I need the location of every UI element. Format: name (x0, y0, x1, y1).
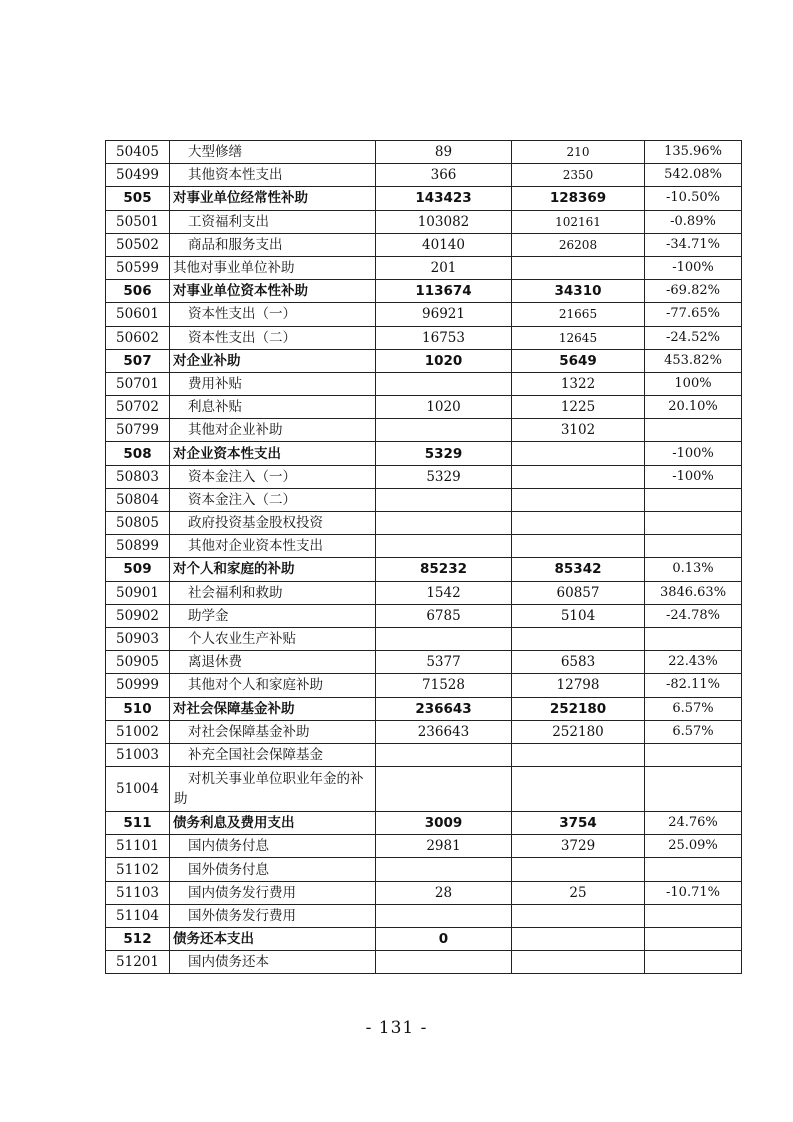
item-code-cell: 506 (106, 280, 170, 303)
prior-value-cell: 96921 (376, 303, 512, 326)
current-value-cell: 21665 (512, 303, 645, 326)
item-name-cell: 离退休费 (170, 651, 376, 674)
prior-value-cell (376, 372, 512, 395)
table-row (106, 465, 742, 488)
current-value-cell: 5649 (512, 349, 645, 372)
change-percent-cell: 3846.63% (645, 581, 742, 604)
table-row (106, 835, 742, 858)
item-code-cell: 50905 (106, 651, 170, 674)
current-value-cell (512, 951, 645, 974)
prior-value-cell: 89 (376, 141, 512, 164)
current-value-cell: 2350 (512, 164, 645, 187)
item-code-cell: 50803 (106, 465, 170, 488)
item-name-cell: 其他对个人和家庭补助 (170, 674, 376, 697)
change-percent-cell: -34.71% (645, 233, 742, 256)
item-code-cell: 51003 (106, 743, 170, 766)
item-name-cell: 费用补贴 (170, 372, 376, 395)
item-name-cell: 国外债务付息 (170, 858, 376, 881)
prior-value-cell: 85232 (376, 558, 512, 581)
table-row (106, 349, 742, 372)
change-percent-cell: -10.71% (645, 881, 742, 904)
prior-value-cell: 5329 (376, 442, 512, 465)
prior-value-cell (376, 858, 512, 881)
item-name-cell: 资本金注入（一） (170, 465, 376, 488)
item-name-cell: 其他对企业补助 (170, 419, 376, 442)
item-code-cell: 50902 (106, 604, 170, 627)
item-code-cell: 50804 (106, 488, 170, 511)
current-value-cell: 1225 (512, 396, 645, 419)
prior-value-cell (376, 512, 512, 535)
item-name-cell: 个人农业生产补贴 (170, 627, 376, 650)
item-code-cell: 51101 (106, 835, 170, 858)
change-percent-cell (645, 767, 742, 812)
table-row (106, 951, 742, 974)
item-name-cell: 国外债务发行费用 (170, 904, 376, 927)
current-value-cell (512, 256, 645, 279)
current-value-cell: 128369 (512, 187, 645, 210)
change-percent-cell: -69.82% (645, 280, 742, 303)
current-value-cell: 3754 (512, 812, 645, 835)
prior-value-cell: 6785 (376, 604, 512, 627)
current-value-cell: 6583 (512, 651, 645, 674)
budget-table (105, 140, 742, 974)
item-name-cell: 对机关事业单位职业年金的补助 (170, 767, 376, 812)
table-row (106, 743, 742, 766)
item-name-cell: 其他资本性支出 (170, 164, 376, 187)
table-row (106, 280, 742, 303)
item-code-cell: 51002 (106, 720, 170, 743)
item-name-cell: 对事业单位经常性补助 (170, 187, 376, 210)
item-code-cell: 50405 (106, 141, 170, 164)
current-value-cell (512, 488, 645, 511)
prior-value-cell: 5329 (376, 465, 512, 488)
item-name-cell: 国内债务发行费用 (170, 881, 376, 904)
current-value-cell: 3102 (512, 419, 645, 442)
table-row (106, 164, 742, 187)
current-value-cell: 60857 (512, 581, 645, 604)
change-percent-cell (645, 512, 742, 535)
prior-value-cell: 28 (376, 881, 512, 904)
item-code-cell: 50502 (106, 233, 170, 256)
prior-value-cell (376, 767, 512, 812)
change-percent-cell (645, 904, 742, 927)
current-value-cell: 252180 (512, 697, 645, 720)
change-percent-cell: 453.82% (645, 349, 742, 372)
current-value-cell (512, 442, 645, 465)
prior-value-cell: 2981 (376, 835, 512, 858)
table-row (106, 256, 742, 279)
table-row (106, 141, 742, 164)
table-row (106, 928, 742, 951)
item-name-cell: 债务利息及费用支出 (170, 812, 376, 835)
item-code-cell: 51103 (106, 881, 170, 904)
table-row (106, 303, 742, 326)
prior-value-cell: 0 (376, 928, 512, 951)
table-row (106, 720, 742, 743)
change-percent-cell (645, 951, 742, 974)
item-name-cell: 利息补贴 (170, 396, 376, 419)
item-code-cell: 51102 (106, 858, 170, 881)
current-value-cell: 85342 (512, 558, 645, 581)
prior-value-cell: 3009 (376, 812, 512, 835)
item-code-cell: 510 (106, 697, 170, 720)
current-value-cell: 3729 (512, 835, 645, 858)
item-name-cell: 大型修缮 (170, 141, 376, 164)
table-row (106, 581, 742, 604)
table-row (106, 858, 742, 881)
current-value-cell: 12798 (512, 674, 645, 697)
current-value-cell (512, 904, 645, 927)
item-name-cell: 资本金注入（二） (170, 488, 376, 511)
item-code-cell: 50903 (106, 627, 170, 650)
item-code-cell: 51004 (106, 767, 170, 812)
change-percent-cell (645, 858, 742, 881)
prior-value-cell: 1020 (376, 396, 512, 419)
item-name-cell: 补充全国社会保障基金 (170, 743, 376, 766)
current-value-cell (512, 767, 645, 812)
change-percent-cell (645, 743, 742, 766)
table-row (106, 651, 742, 674)
item-name-cell: 社会福利和救助 (170, 581, 376, 604)
change-percent-cell: 24.76% (645, 812, 742, 835)
current-value-cell: 5104 (512, 604, 645, 627)
change-percent-cell: -10.50% (645, 187, 742, 210)
item-code-cell: 50799 (106, 419, 170, 442)
item-name-cell: 助学金 (170, 604, 376, 627)
current-value-cell: 102161 (512, 210, 645, 233)
prior-value-cell: 366 (376, 164, 512, 187)
item-code-cell: 505 (106, 187, 170, 210)
item-name-cell: 债务还本支出 (170, 928, 376, 951)
table-row (106, 627, 742, 650)
change-percent-cell: -100% (645, 442, 742, 465)
table-row (106, 326, 742, 349)
change-percent-cell: 0.13% (645, 558, 742, 581)
prior-value-cell: 103082 (376, 210, 512, 233)
current-value-cell: 34310 (512, 280, 645, 303)
table-row (106, 233, 742, 256)
prior-value-cell: 1542 (376, 581, 512, 604)
change-percent-cell: 100% (645, 372, 742, 395)
current-value-cell (512, 858, 645, 881)
table-row (106, 697, 742, 720)
page-number: - 131 - (365, 1018, 428, 1038)
current-value-cell: 252180 (512, 720, 645, 743)
table-row (106, 535, 742, 558)
item-name-cell: 政府投资基金股权投资 (170, 512, 376, 535)
item-name-cell: 对社会保障基金补助 (170, 720, 376, 743)
item-code-cell: 50999 (106, 674, 170, 697)
change-percent-cell: 25.09% (645, 835, 742, 858)
table-row (106, 396, 742, 419)
table-row (106, 512, 742, 535)
prior-value-cell (376, 535, 512, 558)
prior-value-cell: 16753 (376, 326, 512, 349)
table-row (106, 904, 742, 927)
item-name-cell: 对个人和家庭的补助 (170, 558, 376, 581)
change-percent-cell: 135.96% (645, 141, 742, 164)
table-row (106, 187, 742, 210)
change-percent-cell: -77.65% (645, 303, 742, 326)
item-name-cell: 国内债务付息 (170, 835, 376, 858)
item-name-cell: 资本性支出（一） (170, 303, 376, 326)
change-percent-cell: -100% (645, 256, 742, 279)
item-code-cell: 509 (106, 558, 170, 581)
item-code-cell: 50499 (106, 164, 170, 187)
prior-value-cell (376, 488, 512, 511)
prior-value-cell: 1020 (376, 349, 512, 372)
prior-value-cell (376, 743, 512, 766)
table-row (106, 674, 742, 697)
prior-value-cell (376, 627, 512, 650)
table-row (106, 442, 742, 465)
change-percent-cell: -82.11% (645, 674, 742, 697)
prior-value-cell (376, 419, 512, 442)
item-name-cell: 国内债务还本 (170, 951, 376, 974)
item-code-cell: 50901 (106, 581, 170, 604)
item-code-cell: 50899 (106, 535, 170, 558)
item-name-cell: 对事业单位资本性补助 (170, 280, 376, 303)
item-name-cell: 工资福利支出 (170, 210, 376, 233)
item-name-cell: 资本性支出（二） (170, 326, 376, 349)
current-value-cell (512, 627, 645, 650)
change-percent-cell: 20.10% (645, 396, 742, 419)
change-percent-cell: -0.89% (645, 210, 742, 233)
item-code-cell: 51104 (106, 904, 170, 927)
prior-value-cell: 143423 (376, 187, 512, 210)
table-row (106, 372, 742, 395)
prior-value-cell: 71528 (376, 674, 512, 697)
change-percent-cell (645, 419, 742, 442)
prior-value-cell: 236643 (376, 697, 512, 720)
table-row (106, 812, 742, 835)
current-value-cell (512, 535, 645, 558)
item-name-cell: 对社会保障基金补助 (170, 697, 376, 720)
item-code-cell: 50501 (106, 210, 170, 233)
item-code-cell: 507 (106, 349, 170, 372)
table-row (106, 558, 742, 581)
item-name-cell: 对企业补助 (170, 349, 376, 372)
prior-value-cell: 236643 (376, 720, 512, 743)
item-code-cell: 50701 (106, 372, 170, 395)
current-value-cell (512, 743, 645, 766)
item-name-cell: 商品和服务支出 (170, 233, 376, 256)
change-percent-cell: 542.08% (645, 164, 742, 187)
current-value-cell (512, 512, 645, 535)
change-percent-cell (645, 488, 742, 511)
prior-value-cell: 113674 (376, 280, 512, 303)
current-value-cell (512, 928, 645, 951)
table-row (106, 767, 742, 812)
item-code-cell: 50599 (106, 256, 170, 279)
table-row (106, 488, 742, 511)
table-row (106, 881, 742, 904)
change-percent-cell: 22.43% (645, 651, 742, 674)
change-percent-cell: 6.57% (645, 697, 742, 720)
current-value-cell: 210 (512, 141, 645, 164)
prior-value-cell: 40140 (376, 233, 512, 256)
item-code-cell: 50602 (106, 326, 170, 349)
table-row (106, 419, 742, 442)
change-percent-cell (645, 535, 742, 558)
item-code-cell: 511 (106, 812, 170, 835)
change-percent-cell: -100% (645, 465, 742, 488)
current-value-cell: 1322 (512, 372, 645, 395)
prior-value-cell: 5377 (376, 651, 512, 674)
change-percent-cell: 6.57% (645, 720, 742, 743)
prior-value-cell: 201 (376, 256, 512, 279)
item-code-cell: 512 (106, 928, 170, 951)
item-name-cell: 对企业资本性支出 (170, 442, 376, 465)
item-code-cell: 50601 (106, 303, 170, 326)
table-row (106, 604, 742, 627)
table-body (106, 141, 742, 974)
change-percent-cell (645, 928, 742, 951)
change-percent-cell (645, 627, 742, 650)
item-code-cell: 50805 (106, 512, 170, 535)
current-value-cell: 12645 (512, 326, 645, 349)
item-name-cell: 其他对企业资本性支出 (170, 535, 376, 558)
change-percent-cell: -24.78% (645, 604, 742, 627)
item-code-cell: 50702 (106, 396, 170, 419)
item-code-cell: 508 (106, 442, 170, 465)
prior-value-cell (376, 904, 512, 927)
table-row (106, 210, 742, 233)
current-value-cell (512, 465, 645, 488)
current-value-cell: 26208 (512, 233, 645, 256)
change-percent-cell: -24.52% (645, 326, 742, 349)
current-value-cell: 25 (512, 881, 645, 904)
item-name-cell: 其他对事业单位补助 (170, 256, 376, 279)
prior-value-cell (376, 951, 512, 974)
item-code-cell: 51201 (106, 951, 170, 974)
